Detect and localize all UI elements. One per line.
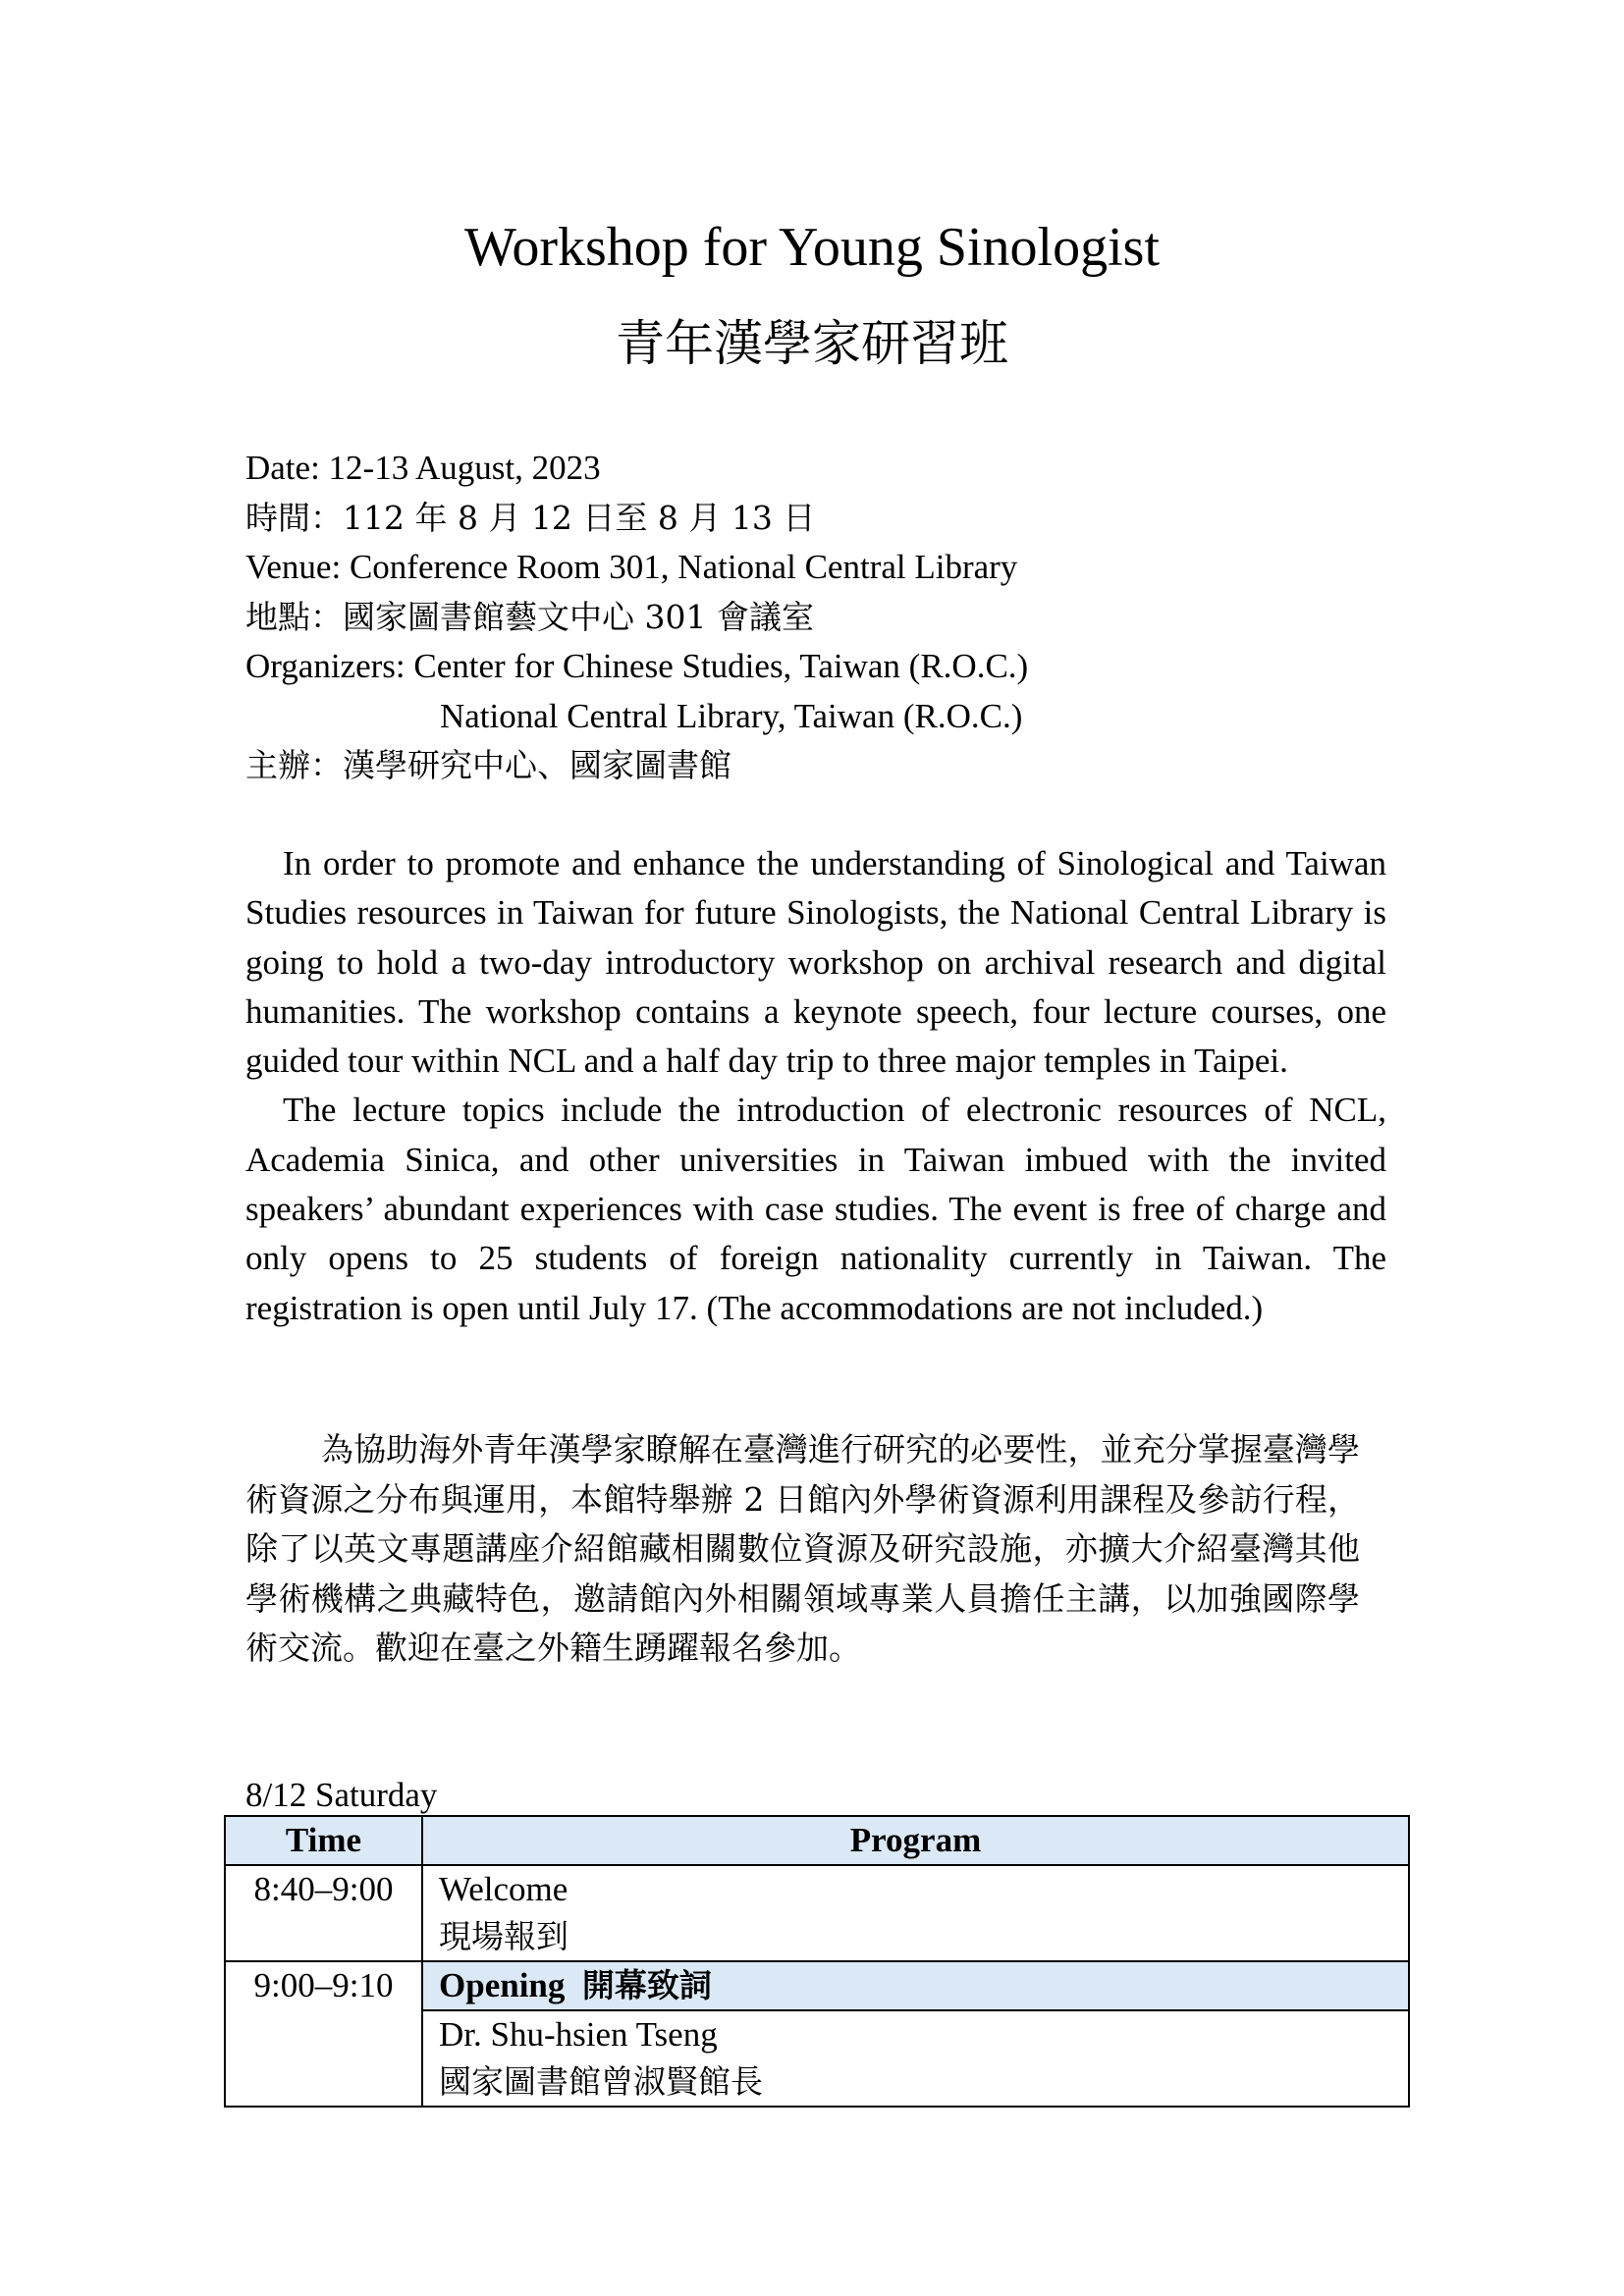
row-time: 9:00–9:10 [225, 1961, 422, 2107]
speaker-name-english: Dr. Shu-hsien Tseng [439, 2015, 718, 2054]
intro-paragraph-chinese: 為協助海外青年漢學家瞭解在臺灣進行研究的必要性，並充分掌握臺灣學術資源之分布與運用，本館特舉辦 2 日館內外學術資源利用課程及參訪行程，除了以英文專題講座介紹館藏相關數位資源及研究設施，亦擴大介紹臺灣其他學術機構之典藏特色，邀請館內外相關領域專業人員擔任主講，以加強國際學術交流。歡迎在臺之外籍生踴躍報名參加。 [245, 1430, 1360, 1667]
document-title-chinese: 青年漢學家研習班 [616, 315, 1008, 372]
row-program [422, 1865, 1409, 1961]
date-chinese: 時間：112 年 8 月 12 日至 8 月 13 日 [245, 498, 816, 537]
venue-english: Venue: Conference Room 301, National Central Library [245, 548, 1018, 586]
speaker-name-chinese: 國家圖書館曾淑賢館長 [439, 2062, 763, 2101]
table-row [225, 1961, 1409, 2010]
program-section-heading [422, 1961, 1409, 2010]
schedule-day-label: 8/12 Saturday [245, 1776, 438, 1814]
section-title-chinese: 開幕致詞 [581, 1966, 712, 2004]
program-title-chinese: 現場報到 [439, 1917, 568, 1955]
program-title-english: Welcome [439, 1870, 568, 1908]
event-info-block [245, 444, 1394, 791]
organizers-english-line-2: National Central Library, Taiwan (R.O.C.) [440, 696, 1023, 735]
schedule-header-row [225, 1816, 1409, 1865]
header-program: Program [422, 1816, 1409, 1865]
intro-paragraph-1: In order to promote and enhance the understanding of Sinological and Taiwan Studies resources in Taiwan for future Sinologists, the National Central Library is going to hold a two-day introductory workshop on archival research and digital humanities. The workshop contains a keynote speech, four lecture courses, one guided tour within NCL and a half day trip to three major temples in Taipei. [245, 844, 1386, 1081]
header-time: Time [225, 1816, 422, 1865]
table-row [225, 1865, 1409, 1961]
schedule-table [224, 1815, 1410, 2108]
row-time: 8:40–9:00 [225, 1865, 422, 1961]
section-title-english: Opening [439, 1966, 566, 2004]
row-program [422, 2010, 1409, 2107]
date-english: Date: 12-13 August, 2023 [245, 449, 601, 487]
document-title-english: Workshop for Young Sinologist [463, 217, 1161, 278]
organizers-chinese: 主辦：漢學研究中心、國家圖書館 [245, 746, 731, 784]
intro-english [245, 839, 1386, 1333]
intro-paragraph-2: The lecture topics include the introduction of electronic resources of NCL, Academia Sinica, and other universities in Taiwan imbued with the invited speakers’ abundant experiences with case studies. The event is free of charge and only opens to 25 students of foreign nationality currently in Taiwan. The registration is open until July 17. (The accommodations are not included.) [245, 1091, 1386, 1327]
venue-chinese: 地點：國家圖書館藝文中心 301 會議室 [245, 597, 814, 636]
organizers-english-line-1: Organizers: Center for Chinese Studies, Taiwan (R.O.C.) [245, 647, 1029, 685]
